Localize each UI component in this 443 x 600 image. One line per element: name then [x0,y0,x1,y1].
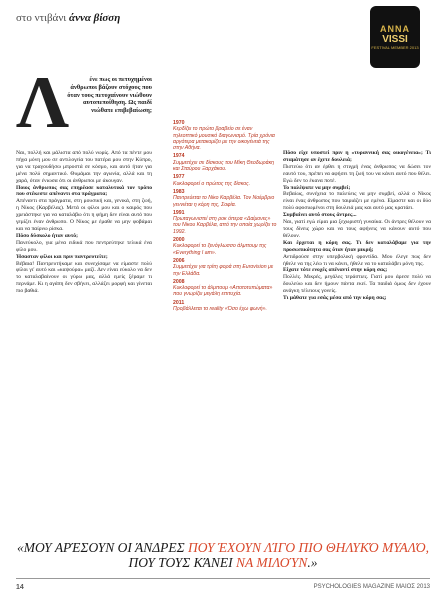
pull-quote-close: .» [307,555,318,570]
timeline-year: 1991 [173,209,185,216]
question: Συμβαίνει αυτό στους άντρες... [283,212,357,219]
timeline-text: Κυκλοφορεί το ξενόγλωσσο άλμπουμ της «Everything I am». [173,243,267,256]
paragraph: Βεβαίως, συνέχεια το παλεύεις να μην συμβεί, αλλά ο Νίκος είναι ένας άνθρωπος που ταιριάζει με εμένα. Είμαστε και οι δύο πολύ αφοσιωμένοι στη δουλειά μας και αυτό μας κρατάει. [283,191,431,212]
timeline-year: 1974 [173,153,185,160]
paragraph: Ναι, πολλή και μάλιστα από πολύ νωρίς. Από τα πέντε μου πήγα μόνη μου σε αντιλογεία του πατέρα μου στην Κύπρο, για να τραγουδήσω μπροστά σε κόσμο, και αυτό ήταν για μένα πολύ σημαντικό. Θυμάμαι την αγωνία, αλλά και τη χαρά, όταν ένιωσα ότι οι άνθρωποι με άκουγαν. [16,150,152,184]
timeline-text: Κυκλοφορεί το άλμπουμ «Αποτοτυπώματα» που γνωρίζει μεγάλη επιτυχία. [173,285,273,298]
paragraph: Πανεύκολο, για μένα ειδικά που πεντρεύτηκε τελικά ένα φίλο μου. [16,239,152,253]
article-column-1 [16,150,152,532]
question: Τι μάθατε για εσάς μέσα από την κόρη σας; [283,295,387,302]
timeline-text: Συμμετέχει για τρίτη φορά στη Eurovision με την Ελλάδα. [173,264,274,277]
timeline-year: 1970 [173,120,185,126]
section-name: άννα βίσση [69,12,121,24]
footer-divider [16,578,430,579]
question: Το παλέψατε να μην συμβεί; [283,184,351,191]
issue-date: ΜΑΙΟΣ 2013 [395,584,430,590]
intro-question: ένε πως οι πετυχημένοι άνθρωποι βάζουν στόχους που όταν τους πετυχαίνουν νιώθουν αυτοπεποίθηση. Ως παιδί νιώθατε επιβεβαίωση; [67,76,152,115]
question: Και έρχεται η κόρη σας. Τι δεν καταλάβαμε για την προσωπικότητα σας όταν ήταν μικρή; [283,239,431,253]
timeline-text: Πρωταγωνιστεί στη ροκ όπερα «Δαίμονες» του Νίκου Καρβέλα, από την οποία χωρίζει το 1992. [173,216,277,235]
festival-seal [370,6,420,68]
page-footer [16,584,430,591]
paragraph: Πιστεύω ότι αν έρθει η στιγμή ένας άνθρωπος να δώσει τον εαυτό του, πρέπει να αφήσει τη ζωή του να κάνει αυτό που θέλει. Εγώ δεν το έκανα ποτέ. [283,163,431,184]
question: Ποιος άνθρωπος σας επηρέασε καταλυτικά τον τρόπο που στέκεστε απέναντι στα πράγματα; [16,184,152,198]
seal-line-1: ANNA [380,24,410,34]
pull-quote-mid: ΠΟΥ ΤΟΥΣ ΚΆΝΕΙ [128,555,237,570]
magazine-name: PSYCHOLOGIES MAGAZINE [313,584,395,590]
paragraph: Απέναντι στα πράγματα, στη μουσική και, γενικά, στη ζωή, η Νίκος (Καρβέλας). Μετά οι φίλοι μου και ο καιρός που χρειάστηκε για να καταλάβω ότι η φήμη δεν είναι αυτό που γεμίζει έναν άνθρωπο. Ο Νίκος με έμαθε να μην φοβάμαι και να παίρνω ρίσκα. [16,198,152,232]
paragraph: Ναι, γιατί εγώ είμαι μια ξεχωριστή γυναίκα. Οι άντρες θέλουν να τους δίνεις χώρο και να τους αφήνεις να κάνουν αυτό που θέλουν. [283,219,431,239]
paragraph: Βέβαια! Παντρευτήκαμε και συνεχίσαμε να είμαστε πολύ φίλοι γι' αυτό και «καψούρα» μαζί. Δεν είναι εύκολο να δεν το καταλαβαίνουν οι γύρω μας, αλλά εμείς ξέραμε τι περνάμε. Κι η αγάπη δεν σβήνει, αλλάζει μορφή και γίνεται πιο βαθιά. [16,260,152,295]
timeline-text: Κυκλοφορεί ο πρώτος της δίσκος. [173,180,251,187]
timeline-text: Συμμετέχει σε δίσκους του Μίκη Θεοδωράκη και Σταύρου Ξαρχάκου. [173,159,275,173]
drop-cap: Λ [16,62,70,144]
page-number: 14 [16,584,24,591]
timeline-text: Προβάλλεται το reality «Όσο έχω φωνή». [173,306,268,313]
timeline-year: 2000 [173,237,185,244]
paragraph: Πολλές. Μικρές, μεγάλες τεράστιες. Γιατί μου άρεσε πολύ να δουλεύω και δεν ήμουν πάντα εκεί. Τα παιδιά όμως δεν έχουν ανάγκη τέλειους γονείς. [283,274,431,295]
pull-quote-highlight-2: ΝΑ ΜΙΛΟΎΝ [236,555,308,570]
timeline-year: 2008 [173,278,185,285]
timeline-text: Κερδίζει το πρώτο βραβείο σε έναν τηλεοπτικό μουσικό διαγωνισμό. Τρία χρόνια αργότερα μετακομίζει με την οικογένειά της στην Αθήνα. [173,126,275,152]
magazine-issue [314,584,430,591]
timeline-year: 2011 [173,299,185,306]
timeline-year: 1977 [173,174,185,181]
seal-line-2: VISSI [382,34,408,45]
timeline-column [173,118,277,532]
pull-quote-highlight-1: ΠΟΥ ΈΧΟΥΝ ΛΊΓΟ ΠΙΟ ΘΗΛΥΚΌ ΜΥΑΛΌ, [188,540,430,555]
timeline-year: 2006 [173,257,185,264]
question: Πόσο είχε υποστεί πριν η «τυραννική σας οικογένεια»; Τι σταμάτησε αν έχετε δουλειά; [283,150,431,163]
section-prefix: στο ντιβάνι [16,12,67,24]
article-column-3 [283,150,431,532]
question: Ήσασταν φίλοι και πριν παντρευτείτε; [16,253,108,260]
seal-line-3: FESTIVAL MEMBER 2013 [371,45,419,50]
question: Είχατε τότε ενοχές απέναντί στην κόρη σας; [283,267,388,274]
pull-quote-open: «ΜΟΥ ΑΡΈΣΟΥΝ ΟΙ ΆΝΔΡΕΣ [16,540,189,555]
paragraph: Αντιδρούσε στην υπερβολική φροντίδα. Μου έλεγε πως δεν ήθελε να της λέω τι να κάνει, ήθελε να το καταλάβει μόνη της. [283,253,431,267]
timeline-year: 1983 [173,188,185,195]
pull-quote [16,540,430,570]
timeline-text: Παντρεύεται το Νίκο Καρβέλα. Τον Νοέμβριο γεννιέται η κόρη της, Σοφία. [173,195,275,208]
question: Πόσο δύσκολο ήταν αυτό; [16,232,78,239]
section-header [16,12,120,24]
